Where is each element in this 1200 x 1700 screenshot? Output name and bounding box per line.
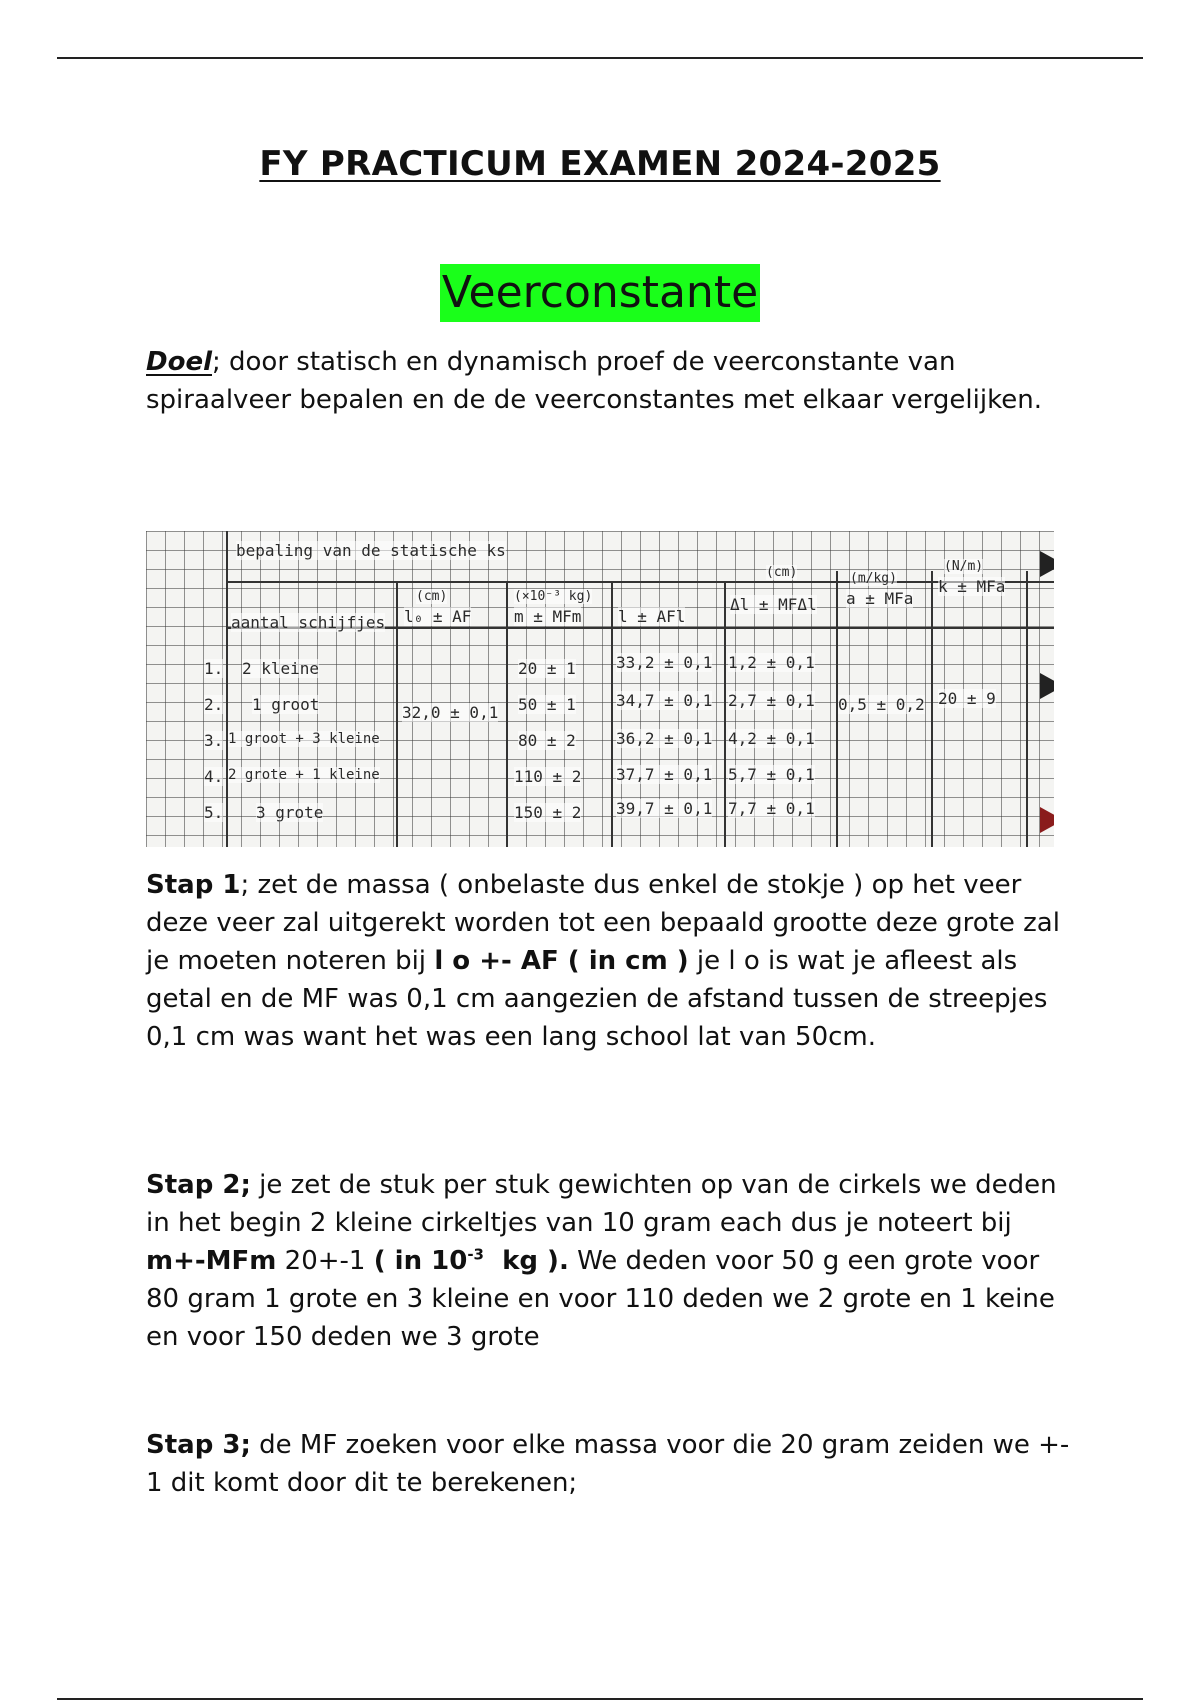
row-5-schijfjes: 3 grote [256,803,324,822]
header-dl: Δl ± MFΔl [730,595,817,614]
row-3-nr: 3. [204,731,224,750]
stap1-text-b: je l o is wat je afleest als getal en de MF was 0,1 cm aangezien de afstand tussen de streepjes 0,1 cm was want het was een lang school lat van 50cm. [146,946,1048,1052]
header-unit-dl: (cm) [766,565,798,580]
table-col-line [506,581,508,847]
stap1-text-a: ; zet de massa ( onbelaste dus enkel de stokje ) op het veer deze veer zal uitgerekt worden tot een bepaald grootte deze grote zal je moeten noteren bij [146,870,1060,976]
doel-label: Doel [146,347,212,377]
stap1-label: Stap 1 [146,870,241,900]
l0-value: 32,0 ± 0,1 [402,703,499,722]
stap2-exponent: -3 [467,1245,484,1264]
stap2-text-c: We deden voor 50 g een grote voor 80 gram 1 grote en 3 kleine en voor 110 deden we 2 grote en 1 keine en voor 150 deden we 3 grote [146,1246,1055,1352]
stap1-paragraph [146,866,1076,1056]
header-unit-m: (×10⁻³ kg) [514,589,593,604]
stap1-bold: l o +- AF ( in cm ) [434,946,689,976]
row-2-dl: 2,7 ± 0,1 [728,691,815,710]
stap3-paragraph [146,1426,1076,1502]
table-col-line [1026,571,1028,847]
table-col-line [396,581,398,847]
stap2-text-b: 20+-1 [276,1246,374,1276]
row-1-m: 20 ± 1 [518,659,576,678]
row-2-schijfjes: 1 groot [252,695,320,714]
binder-clip [1040,551,1054,577]
header-unit-a: (m/kg) [850,571,897,586]
top-rule [57,57,1143,59]
stap2-bold-b2: kg ). [484,1246,569,1276]
row-3-l: 36,2 ± 0,1 [616,729,713,748]
row-5-m: 150 ± 2 [514,803,582,822]
table-col-line [226,531,228,847]
k-value: 20 ± 9 [938,689,996,708]
header-aantal: aantal schijfjes [231,613,386,632]
row-4-dl: 5,7 ± 0,1 [728,765,815,784]
document-title-text: FY PRACTICUM EXAMEN 2024-2025 [259,144,941,184]
row-1-dl: 1,2 ± 0,1 [728,653,815,672]
row-4-nr: 4. [204,767,224,786]
table-col-line [931,571,933,847]
header-unit-k: (N/m) [944,559,984,574]
row-1-l: 33,2 ± 0,1 [616,653,713,672]
binder-clip [1040,807,1054,833]
row-2-m: 50 ± 1 [518,695,576,714]
row-5-l: 39,7 ± 0,1 [616,799,713,818]
header-a: a ± MFa [846,589,914,608]
binder-clip [1040,673,1054,699]
row-3-schijfjes: 1 groot + 3 kleine [228,731,380,747]
row-1-nr: 1. [204,659,224,678]
stap3-text: de MF zoeken voor elke massa voor die 20 gram zeiden we +- 1 dit komt door dit te berekenen; [146,1430,1070,1498]
a-value: 0,5 ± 0,2 [838,695,925,714]
header-unit-l0: (cm) [416,589,448,604]
table-top-line [226,581,1054,583]
stap2-bold-b1: ( in 10 [373,1246,468,1276]
row-4-schijfjes: 2 grote + 1 kleine [228,767,380,783]
doel-text: ; door statisch en dynamisch proef de veerconstante van spiraalveer bepalen en de de veerconstantes met elkaar vergelijken. [146,347,1042,415]
stap3-label: Stap 3; [146,1430,251,1460]
row-3-dl: 4,2 ± 0,1 [728,729,815,748]
subtitle-wrapper [0,264,1200,322]
table-col-line [724,581,726,847]
doel-paragraph [146,343,1076,419]
row-4-m: 110 ± 2 [514,767,582,786]
header-l0: l₀ ± AF [404,607,472,626]
photo-caption: bepaling van de statische ks [236,541,506,560]
stap2-paragraph [146,1166,1076,1356]
row-4-l: 37,7 ± 0,1 [616,765,713,784]
highlighted-subtitle: Veerconstante [440,264,760,322]
handwritten-table-photo [146,531,1054,847]
header-k: k ± MFa [938,577,1006,596]
stap2-bold-a: m+-MFm [146,1246,277,1276]
header-m: m ± MFm [514,607,582,626]
row-2-l: 34,7 ± 0,1 [616,691,713,710]
row-2-nr: 2. [204,695,224,714]
stap2-label: Stap 2; [146,1170,251,1200]
row-3-m: 80 ± 2 [518,731,576,750]
stap2-text-a: je zet de stuk per stuk gewichten op van de cirkels we deden in het begin 2 kleine cirkeltjes van 10 gram each dus je noteert bij [146,1170,1057,1238]
document-title [0,144,1200,184]
header-l: l ± AFl [618,607,686,626]
row-1-schijfjes: 2 kleine [242,659,320,678]
row-5-nr: 5. [204,803,224,822]
row-5-dl: 7,7 ± 0,1 [728,799,815,818]
table-col-line [611,581,613,847]
